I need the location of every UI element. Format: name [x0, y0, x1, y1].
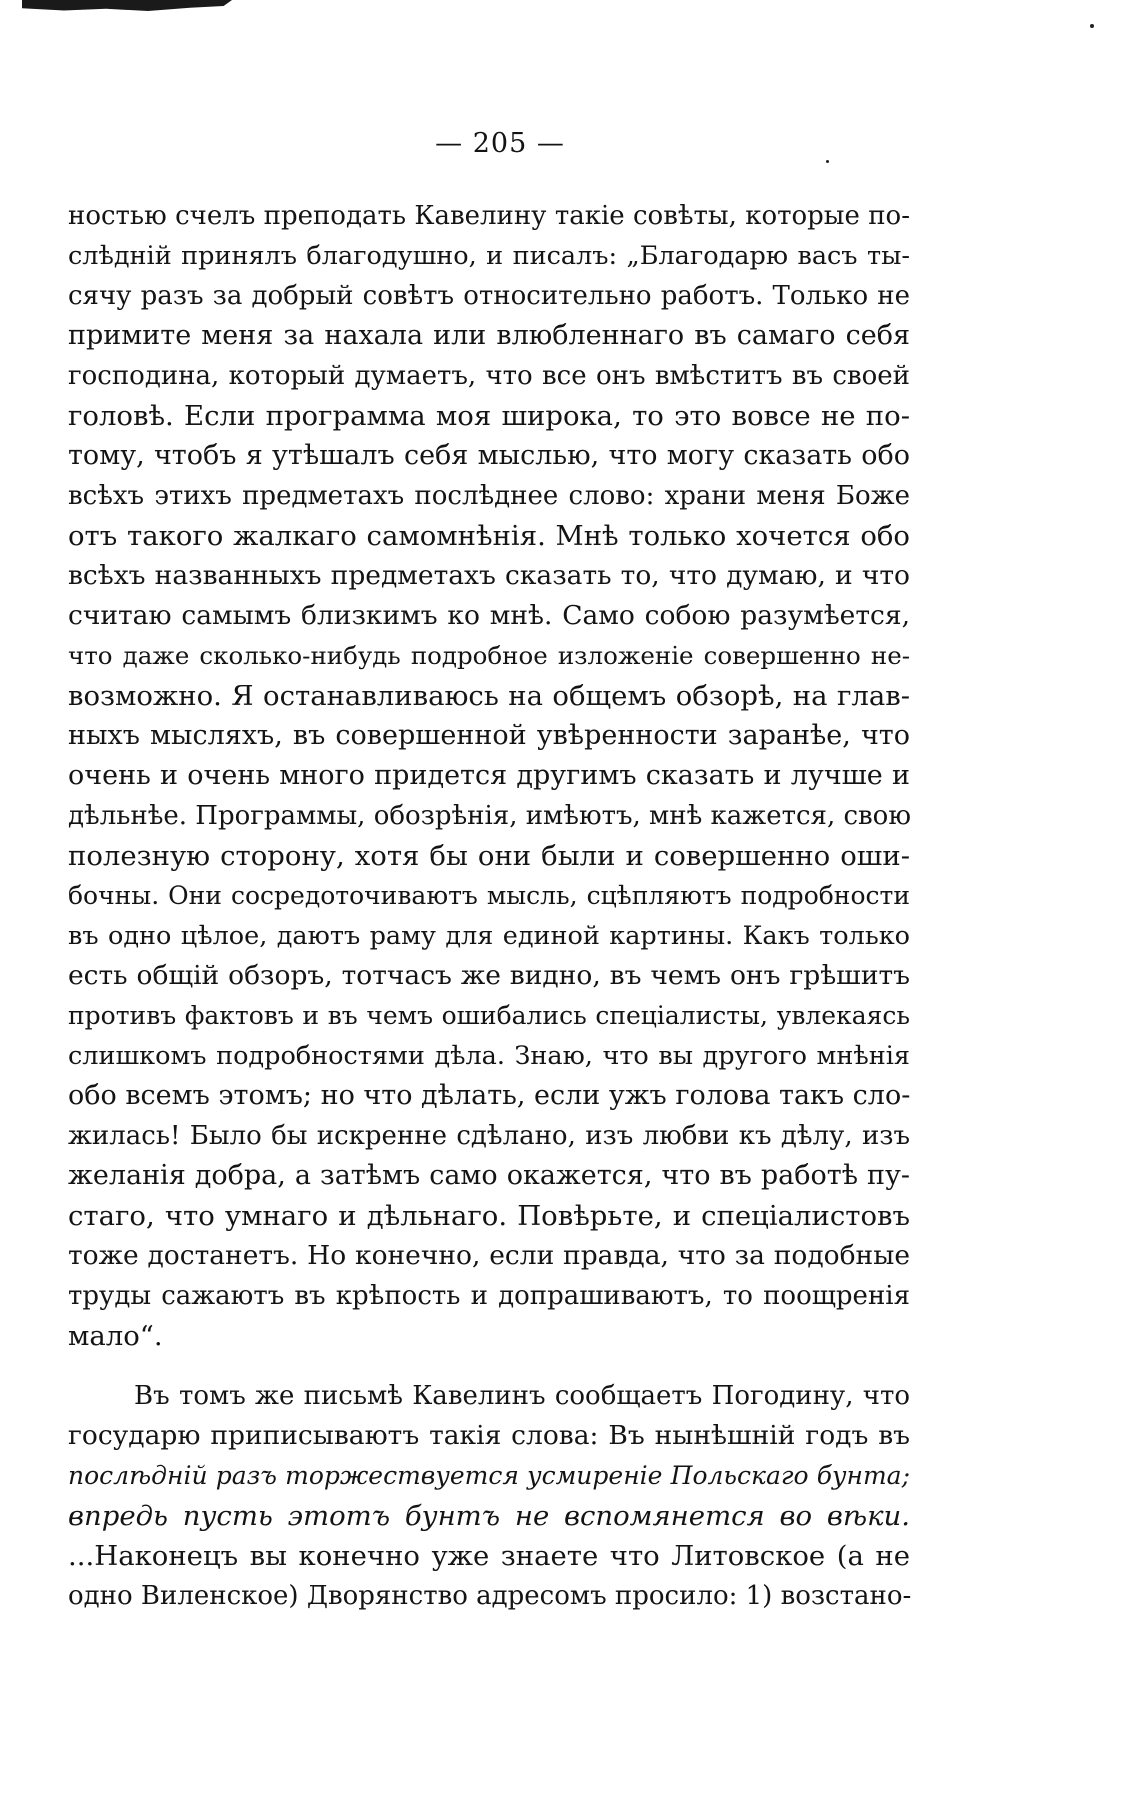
text-line: слѣдній принялъ благодушно, и писалъ: „Благодарю васъ ты- [68, 241, 910, 271]
text-line: всѣхъ этихъ предметахъ послѣднее слово: храни меня Боже [68, 481, 910, 511]
text-line: слишкомъ подробностями дѣла. Знаю, что вы другого мнѣнія [68, 1041, 910, 1071]
text-line: господина, который думаетъ, что все онъ вмѣститъ въ своей [68, 361, 910, 391]
paragraph-start-line: Въ томъ же письмѣ Кавелинъ сообщаетъ Погодину, что [134, 1381, 910, 1411]
text-line: обо всемъ этомъ; но что дѣлать, если ужъ голова такъ сло- [68, 1080, 911, 1111]
italic-quote-line: послѣдній разъ торжествуется усмиреніе Польскаго бунта; [68, 1461, 910, 1490]
text-line: примите меня за нахала или влюбленнаго въ самаго себя [68, 320, 910, 351]
text-line: очень и очень много придется другимъ сказать и лучше и [68, 760, 910, 791]
scan-speck [1090, 24, 1094, 28]
text-line: бочны. Они сосредоточиваютъ мысль, сцѣпляютъ подробности [68, 881, 910, 910]
text-line: считаю самымъ близкимъ ко мнѣ. Само собою разумѣется, [68, 600, 910, 631]
text-line: есть общій обзоръ, тотчасъ же видно, въ чемъ онъ грѣшитъ [68, 960, 910, 991]
text-line: отъ такого жалкаго самомнѣнія. Мнѣ только хочется обо [68, 520, 910, 552]
page-number: — 205 — [435, 128, 565, 159]
text-line: сячу разъ за добрый совѣтъ относительно работъ. Только не [68, 281, 910, 311]
text-line: что даже сколько-нибудь подробное изложеніе совершенно не- [68, 641, 910, 670]
text-line: одно Виленское) Дворянство адресомъ просило: 1) возстано- [68, 1581, 912, 1611]
italic-quote-line: впредь пусть этотъ бунтъ не вспомянется во вѣки. [68, 1500, 910, 1532]
text-line: полезную сторону, хотя бы они были и совершенно оши- [68, 840, 910, 872]
text-line: ностью счелъ преподать Кавелину такіе совѣты, которые по- [68, 201, 910, 231]
text-line: тому, чтобъ я утѣшалъ себя мыслью, что могу сказать обо [68, 440, 910, 471]
text-line: противъ фактовъ и въ чемъ ошибались спеціалисты, увлекаясь [68, 1001, 910, 1030]
text-line: всѣхъ названныхъ предметахъ сказать то, что думаю, и что [68, 560, 910, 591]
text-line: стаго, что умнаго и дѣльнаго. Повѣрьте, и спеціалистовъ [68, 1200, 910, 1232]
text-line: жилась! Было бы искренне сдѣлано, изъ любви къ дѣлу, изъ [68, 1121, 910, 1151]
text-line: желанія добра, а затѣмъ само окажется, что въ работѣ пу- [68, 1160, 910, 1191]
text-line: дѣльнѣе. Программы, обозрѣнія, имѣютъ, мнѣ кажется, свою [68, 801, 911, 831]
scan-artifact [22, 0, 232, 11]
scan-speck [826, 160, 829, 163]
text-line: тоже достанетъ. Но конечно, если правда, что за подобные [68, 1240, 910, 1271]
text-line: государю приписываютъ такія слова: Въ нынѣшній годъ въ [68, 1420, 910, 1451]
text-line: ...Наконецъ вы конечно уже знаете что Литовское (а не [68, 1540, 910, 1572]
text-line: мало“. [68, 1320, 163, 1352]
text-line: въ одно цѣлое, даютъ раму для единой картины. Какъ только [68, 921, 910, 951]
text-line: возможно. Я останавливаюсь на общемъ обзорѣ, на глав- [68, 680, 910, 712]
text-line: труды сажаютъ въ крѣпость и допрашиваютъ, то поощренія [68, 1281, 910, 1311]
text-line: ныхъ мысляхъ, въ совершенной увѣренности заранѣе, что [68, 720, 910, 751]
text-line: головѣ. Если программа моя широка, то это вовсе не по- [68, 400, 910, 432]
